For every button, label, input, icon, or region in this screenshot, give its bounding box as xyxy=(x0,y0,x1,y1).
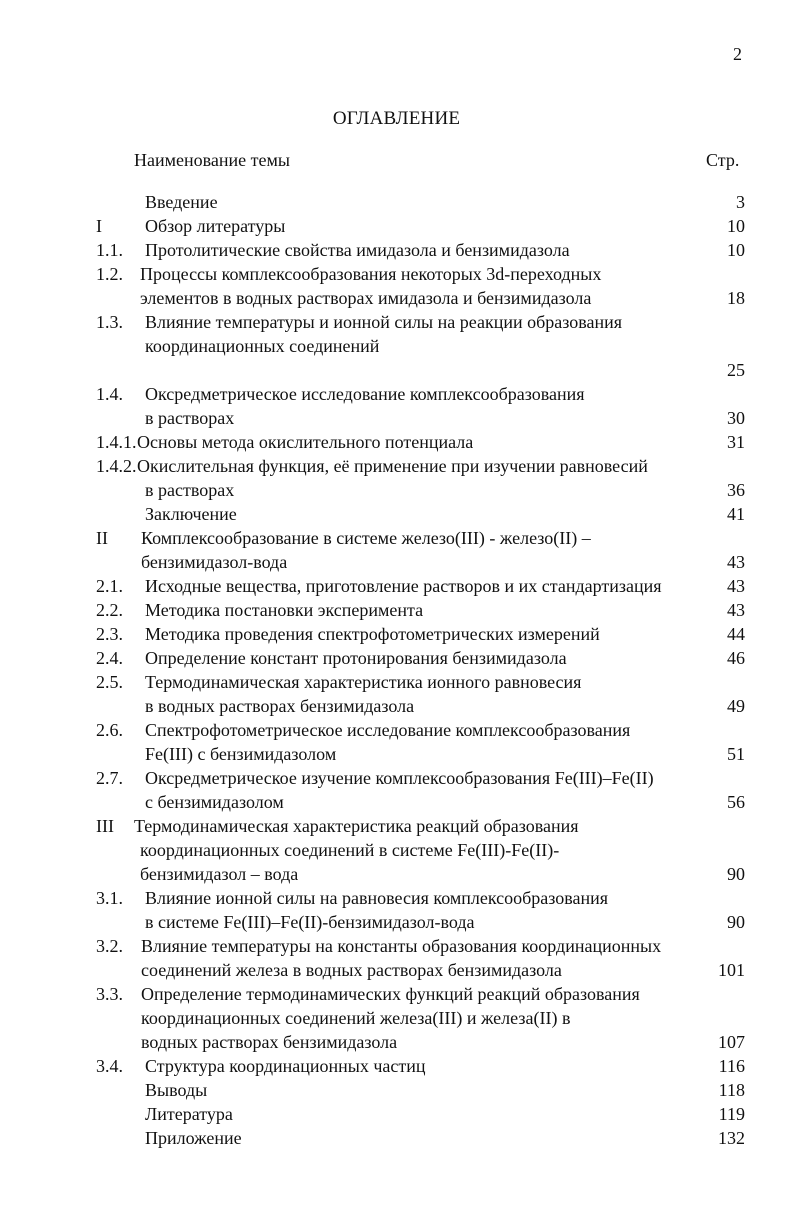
toc-entry-line xyxy=(0,310,793,334)
toc-entry-line xyxy=(0,406,793,430)
toc-entry-title: Оксредметрическое изучение комплексообразования Fe(III)–Fe(II) xyxy=(145,768,654,788)
toc-entry-page: 36 xyxy=(727,480,745,500)
toc-entry-title: соединений железа в водных растворах бензимидазола xyxy=(141,960,562,980)
toc-entry-number: 2.4. xyxy=(96,648,123,668)
toc-entry xyxy=(0,430,793,454)
toc-entry-page: 49 xyxy=(727,696,745,716)
toc-entry-number: 2.7. xyxy=(96,768,123,788)
toc-entry-title: Основы метода окислительного потенциала xyxy=(137,432,474,452)
toc-entry-line xyxy=(0,958,793,982)
toc-entry-title: координационных соединений в системе Fe(III)-Fe(II)- xyxy=(140,840,560,860)
page-number: 2 xyxy=(733,44,742,64)
toc-entry-page: 10 xyxy=(727,240,745,260)
toc-entry xyxy=(0,310,793,382)
toc-entry xyxy=(0,718,793,766)
toc-entry-title: Заключение xyxy=(145,504,237,524)
toc-entry-line xyxy=(0,358,793,382)
toc-entry-line xyxy=(0,886,793,910)
toc-entry-title: Определение термодинамических функций реакций образования xyxy=(141,984,640,1004)
toc-entry-title: Определение констант протонирования бензимидазола xyxy=(145,648,567,668)
toc-entry xyxy=(0,502,793,526)
toc-entry-title: Введение xyxy=(145,192,218,212)
toc-entry-page: 56 xyxy=(727,792,745,812)
toc-entry-line xyxy=(0,742,793,766)
toc-entry xyxy=(0,670,793,718)
column-header-topic: Наименование темы xyxy=(134,150,290,170)
toc-entry-line xyxy=(0,430,793,454)
toc-entry-title: в системе Fe(III)–Fe(II)-бензимидазол-вода xyxy=(145,912,475,932)
toc-entry-page: 43 xyxy=(727,576,745,596)
toc-entry-title: Выводы xyxy=(145,1080,208,1100)
toc-entry xyxy=(0,1102,793,1126)
toc-entry-title: Влияние температуры на константы образования координационных xyxy=(141,936,662,956)
toc-entry-number: 2.1. xyxy=(96,576,123,596)
toc-entry-title: Комплексообразование в системе железо(III) - железо(II) – xyxy=(141,528,591,548)
toc-entry-number: 3.3. xyxy=(96,984,123,1004)
toc-entry-number: 2.2. xyxy=(96,600,123,620)
toc-entry-page: 43 xyxy=(727,552,745,572)
toc-entry-number: 2.3. xyxy=(96,624,123,644)
toc-entry-page: 118 xyxy=(718,1080,745,1100)
toc-entry-line xyxy=(0,838,793,862)
toc-entry-title: Обзор литературы xyxy=(145,216,286,236)
toc-entry-title: с бензимидазолом xyxy=(145,792,284,812)
toc-entry-number: 3.2. xyxy=(96,936,123,956)
toc-entry-page: 44 xyxy=(727,624,745,644)
toc-entry xyxy=(0,598,793,622)
toc-entry-line xyxy=(0,1006,793,1030)
toc-entry xyxy=(0,1126,793,1150)
toc-entry-line xyxy=(0,1126,793,1150)
toc-entry-title: Структура координационных частиц xyxy=(145,1056,426,1076)
toc-entry xyxy=(0,934,793,982)
toc-entry-title: в водных растворах бензимидазола xyxy=(145,696,415,716)
toc-entry-page: 10 xyxy=(727,216,745,236)
toc-entry xyxy=(0,574,793,598)
toc-entry-line xyxy=(0,526,793,550)
toc-entry-number: 1.4. xyxy=(96,384,123,404)
toc-entry xyxy=(0,382,793,430)
toc-entry-page: 43 xyxy=(727,600,745,620)
toc-entry xyxy=(0,1078,793,1102)
toc-entry-title: в растворах xyxy=(145,408,235,428)
toc-entry-line xyxy=(0,262,793,286)
toc-entry-line xyxy=(0,502,793,526)
toc-entry xyxy=(0,190,793,214)
toc-entry-title: Протолитические свойства имидазола и бензимидазола xyxy=(145,240,570,260)
table-of-contents xyxy=(0,190,793,1150)
toc-entry-page: 46 xyxy=(727,648,745,668)
toc-entry-line xyxy=(0,646,793,670)
toc-entry xyxy=(0,1054,793,1078)
toc-entry-title: Методика постановки эксперимента xyxy=(145,600,424,620)
toc-entry xyxy=(0,454,793,502)
toc-entry-title: Процессы комплексообразования некоторых 3d-переходных xyxy=(140,264,602,284)
toc-entry-line xyxy=(0,190,793,214)
toc-entry-number: 3.1. xyxy=(96,888,123,908)
toc-entry-number: 1.2. xyxy=(96,264,123,284)
toc-entry xyxy=(0,262,793,310)
toc-entry xyxy=(0,814,793,886)
toc-entry xyxy=(0,766,793,814)
toc-entry-number: II xyxy=(96,528,108,548)
toc-entry-title: Исходные вещества, приготовление растворов и их стандартизация xyxy=(145,576,662,596)
toc-entry-title: координационных соединений xyxy=(145,336,380,356)
toc-entry-line xyxy=(0,670,793,694)
toc-entry xyxy=(0,238,793,262)
toc-entry-line xyxy=(0,286,793,310)
toc-entry-title: в растворах xyxy=(145,480,235,500)
toc-entry xyxy=(0,526,793,574)
toc-entry-page: 25 xyxy=(727,360,745,380)
toc-entry-page: 90 xyxy=(727,912,745,932)
toc-entry-line xyxy=(0,862,793,886)
toc-entry-page: 30 xyxy=(727,408,745,428)
toc-entry xyxy=(0,214,793,238)
toc-entry-line xyxy=(0,982,793,1006)
toc-entry-line xyxy=(0,1054,793,1078)
toc-entry-line xyxy=(0,910,793,934)
toc-entry-number: 1.4.1. xyxy=(96,432,137,452)
toc-entry-line xyxy=(0,478,793,502)
toc-entry-number: 3.4. xyxy=(96,1056,123,1076)
toc-entry xyxy=(0,646,793,670)
toc-entry-page: 18 xyxy=(727,288,745,308)
toc-entry-number: 1.4.2. xyxy=(96,456,137,476)
toc-entry-title: Окислительная функция, её применение при изучении равновесий xyxy=(137,456,648,476)
toc-entry-page: 132 xyxy=(718,1128,745,1148)
column-header-page: Стр. xyxy=(706,150,740,170)
toc-entry-page: 31 xyxy=(727,432,745,452)
toc-entry-title: Приложение xyxy=(145,1128,242,1148)
toc-entry-page: 41 xyxy=(727,504,745,524)
toc-entry-line xyxy=(0,814,793,838)
toc-entry-line xyxy=(0,550,793,574)
toc-entry-number: 1.3. xyxy=(96,312,123,332)
toc-entry xyxy=(0,886,793,934)
toc-entry-title: Методика проведения спектрофотометрических измерений xyxy=(145,624,600,644)
toc-entry-line xyxy=(0,718,793,742)
toc-entry-page: 119 xyxy=(718,1104,745,1124)
toc-entry-line xyxy=(0,766,793,790)
toc-entry-number: III xyxy=(96,816,114,836)
toc-entry-line xyxy=(0,1078,793,1102)
toc-entry-number: 2.5. xyxy=(96,672,123,692)
toc-entry-title: бензимидазол-вода xyxy=(141,552,288,572)
toc-entry-title: водных растворах бензимидазола xyxy=(141,1032,398,1052)
toc-entry xyxy=(0,982,793,1054)
toc-entry-line xyxy=(0,622,793,646)
toc-entry-page: 51 xyxy=(727,744,745,764)
toc-entry-number: 2.6. xyxy=(96,720,123,740)
toc-entry-title: элементов в водных растворах имидазола и бензимидазола xyxy=(140,288,592,308)
toc-entry-line xyxy=(0,454,793,478)
toc-entry-line xyxy=(0,334,793,358)
toc-entry-title: Влияние температуры и ионной силы на реакции образования xyxy=(145,312,623,332)
toc-entry-line xyxy=(0,790,793,814)
toc-entry-number: I xyxy=(96,216,102,236)
toc-entry-title: Fe(III) с бензимидазолом xyxy=(145,744,337,764)
toc-entry-page: 101 xyxy=(718,960,745,980)
toc-entry-page: 3 xyxy=(736,192,745,212)
toc-entry-title: Оксредметрическое исследование комплексообразования xyxy=(145,384,585,404)
toc-entry-line xyxy=(0,1030,793,1054)
toc-entry xyxy=(0,622,793,646)
toc-entry-line xyxy=(0,214,793,238)
toc-entry-title: Спектрофотометрическое исследование комплексообразования xyxy=(145,720,631,740)
toc-entry-title: бензимидазол – вода xyxy=(140,864,299,884)
toc-entry-title: Термодинамическая характеристика реакций образования xyxy=(134,816,579,836)
toc-entry-number: 1.1. xyxy=(96,240,123,260)
toc-title: ОГЛАВЛЕНИЕ xyxy=(332,108,461,129)
toc-entry-title: Влияние ионной силы на равновесия комплексообразования xyxy=(145,888,609,908)
toc-entry-line xyxy=(0,694,793,718)
toc-entry-line xyxy=(0,934,793,958)
toc-entry-title: координационных соединений железа(III) и железа(II) в xyxy=(141,1008,571,1028)
toc-entry-line xyxy=(0,238,793,262)
toc-entry-line xyxy=(0,598,793,622)
toc-entry-page: 90 xyxy=(727,864,745,884)
toc-entry-page: 107 xyxy=(718,1032,745,1052)
toc-entry-title: Литература xyxy=(145,1104,233,1124)
toc-entry-page: 116 xyxy=(718,1056,745,1076)
toc-entry-line xyxy=(0,574,793,598)
toc-entry-line xyxy=(0,1102,793,1126)
toc-entry-line xyxy=(0,382,793,406)
toc-entry-title: Термодинамическая характеристика ионного равновесия xyxy=(145,672,582,692)
